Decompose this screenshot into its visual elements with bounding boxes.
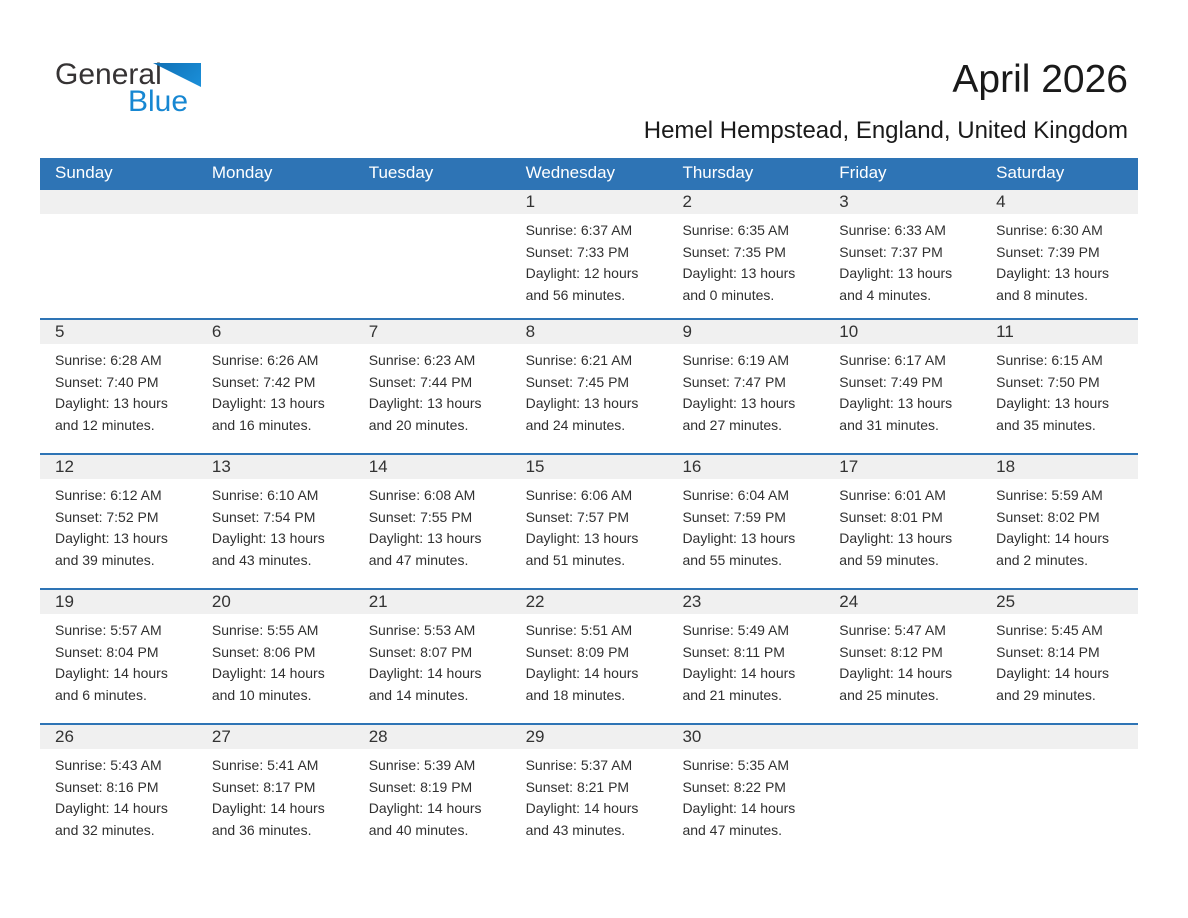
sunset-text: Sunset: 7:49 PM — [839, 373, 943, 390]
day-cell — [511, 320, 668, 453]
day-cell — [824, 320, 981, 453]
day-cell — [197, 320, 354, 453]
date-number: 1 — [511, 190, 668, 214]
daylight-text: Daylight: 14 hours and 43 minutes. — [525, 800, 639, 838]
day-info — [667, 344, 824, 436]
week-row — [40, 453, 1138, 588]
week-row — [40, 188, 1138, 318]
date-number: 29 — [511, 725, 668, 749]
day-info — [511, 344, 668, 436]
day-info — [197, 344, 354, 436]
daylight-text: Daylight: 14 hours and 10 minutes. — [211, 665, 325, 703]
day-info — [511, 214, 668, 306]
sunset-text: Sunset: 8:21 PM — [525, 778, 630, 795]
sunset-text: Sunset: 7:50 PM — [996, 373, 1100, 390]
day-cell — [40, 590, 197, 723]
daylight-text: Daylight: 13 hours and 24 minutes. — [525, 395, 639, 433]
date-number: 12 — [40, 455, 197, 479]
sunrise-text: Sunrise: 6:33 AM — [839, 222, 946, 238]
sunset-text: Sunset: 8:09 PM — [525, 643, 630, 660]
day-cell — [511, 455, 668, 588]
daylight-text: Daylight: 14 hours and 36 minutes. — [211, 800, 325, 838]
daylight-text: Daylight: 13 hours and 4 minutes. — [839, 265, 953, 303]
sunset-text: Sunset: 8:19 PM — [368, 778, 473, 795]
day-cell — [354, 725, 511, 858]
sunset-text: Sunset: 8:04 PM — [55, 643, 159, 660]
day-info — [667, 749, 824, 841]
date-number — [824, 725, 981, 749]
daylight-text: Daylight: 14 hours and 6 minutes. — [55, 665, 168, 703]
sunset-text: Sunset: 8:16 PM — [55, 778, 159, 795]
date-number: 26 — [40, 725, 197, 749]
daylight-text: Daylight: 13 hours and 55 minutes. — [682, 530, 796, 568]
date-number: 28 — [354, 725, 511, 749]
weekday-header-tuesday: Tuesday — [368, 163, 434, 182]
day-info — [354, 614, 511, 706]
day-info — [981, 214, 1138, 306]
date-number: 11 — [981, 320, 1138, 344]
day-cell — [824, 455, 981, 588]
weekday-header-sunday: Sunday — [55, 163, 113, 182]
daylight-text: Daylight: 14 hours and 40 minutes. — [368, 800, 482, 838]
date-number — [40, 190, 197, 214]
sunset-text: Sunset: 7:45 PM — [525, 373, 630, 390]
sunset-text: Sunset: 8:17 PM — [211, 778, 316, 795]
day-cell — [511, 725, 668, 858]
day-info — [197, 479, 354, 571]
day-info — [197, 749, 354, 841]
date-number: 30 — [667, 725, 824, 749]
sunset-text: Sunset: 8:02 PM — [996, 508, 1100, 525]
weekday-header-monday: Monday — [211, 163, 273, 182]
weekday-header-friday: Friday — [839, 163, 887, 182]
date-number: 4 — [981, 190, 1138, 214]
sunrise-text: Sunrise: 6:26 AM — [211, 352, 319, 368]
day-cell — [981, 455, 1138, 588]
sunrise-text: Sunrise: 6:35 AM — [682, 222, 790, 238]
date-number: 2 — [667, 190, 824, 214]
sunrise-text: Sunrise: 6:21 AM — [525, 352, 633, 368]
general-blue-logo — [55, 58, 235, 124]
sunrise-text: Sunrise: 6:06 AM — [525, 487, 633, 503]
sunrise-text: Sunrise: 6:08 AM — [368, 487, 476, 503]
day-info — [824, 749, 981, 755]
date-number: 23 — [667, 590, 824, 614]
date-number: 3 — [824, 190, 981, 214]
day-cell — [40, 320, 197, 453]
daylight-text: Daylight: 13 hours and 8 minutes. — [996, 265, 1109, 303]
calendar-table — [40, 158, 1138, 858]
date-number: 13 — [197, 455, 354, 479]
date-number: 7 — [354, 320, 511, 344]
date-number: 14 — [354, 455, 511, 479]
sunrise-text: Sunrise: 5:41 AM — [211, 757, 319, 773]
day-cell — [197, 455, 354, 588]
date-number: 19 — [40, 590, 197, 614]
sunrise-text: Sunrise: 6:10 AM — [211, 487, 319, 503]
week-row — [40, 723, 1138, 858]
sunset-text: Sunset: 8:07 PM — [368, 643, 473, 660]
daylight-text: Daylight: 14 hours and 18 minutes. — [525, 665, 639, 703]
sunrise-text: Sunrise: 6:15 AM — [996, 352, 1103, 368]
sunset-text: Sunset: 7:59 PM — [682, 508, 786, 525]
day-info — [824, 214, 981, 306]
day-info — [511, 749, 668, 841]
date-number: 8 — [511, 320, 668, 344]
day-info — [667, 479, 824, 571]
sunset-text: Sunset: 7:42 PM — [211, 373, 316, 390]
sunset-text: Sunset: 8:06 PM — [211, 643, 316, 660]
daylight-text: Daylight: 13 hours and 27 minutes. — [682, 395, 796, 433]
weekday-header-saturday: Saturday — [996, 163, 1065, 182]
sunrise-text: Sunrise: 5:45 AM — [996, 622, 1103, 638]
day-info — [981, 614, 1138, 706]
date-number: 16 — [667, 455, 824, 479]
sunset-text: Sunset: 7:37 PM — [839, 243, 943, 260]
sunrise-text: Sunrise: 5:43 AM — [55, 757, 162, 773]
month-title: April 2026 — [952, 58, 1128, 101]
day-info — [667, 614, 824, 706]
date-number — [354, 190, 511, 214]
date-number: 22 — [511, 590, 668, 614]
date-number: 17 — [824, 455, 981, 479]
day-info — [40, 614, 197, 706]
day-info — [981, 749, 1138, 755]
sunset-text: Sunset: 7:47 PM — [682, 373, 786, 390]
day-info — [981, 479, 1138, 571]
date-number: 25 — [981, 590, 1138, 614]
day-cell — [511, 190, 668, 318]
daylight-text: Daylight: 13 hours and 47 minutes. — [368, 530, 482, 568]
sunset-text: Sunset: 8:12 PM — [839, 643, 943, 660]
day-info — [824, 614, 981, 706]
day-info — [354, 749, 511, 841]
weekday-header-row — [40, 158, 1138, 188]
date-number: 18 — [981, 455, 1138, 479]
empty-day-cell — [40, 190, 197, 318]
day-cell — [667, 455, 824, 588]
week-row — [40, 318, 1138, 453]
sunrise-text: Sunrise: 6:23 AM — [368, 352, 476, 368]
day-info — [354, 479, 511, 571]
date-number — [197, 190, 354, 214]
daylight-text: Daylight: 13 hours and 59 minutes. — [839, 530, 953, 568]
day-cell — [40, 725, 197, 858]
day-info — [354, 344, 511, 436]
week-row — [40, 588, 1138, 723]
day-cell — [354, 455, 511, 588]
logo-general-text: General — [55, 58, 162, 91]
sunset-text: Sunset: 7:54 PM — [211, 508, 316, 525]
sunset-text: Sunset: 8:14 PM — [996, 643, 1100, 660]
daylight-text: Daylight: 14 hours and 25 minutes. — [839, 665, 953, 703]
daylight-text: Daylight: 14 hours and 14 minutes. — [368, 665, 482, 703]
sunrise-text: Sunrise: 5:49 AM — [682, 622, 790, 638]
daylight-text: Daylight: 13 hours and 43 minutes. — [211, 530, 325, 568]
day-cell — [667, 725, 824, 858]
sunset-text: Sunset: 7:40 PM — [55, 373, 159, 390]
sunrise-text: Sunrise: 6:37 AM — [525, 222, 633, 238]
sunrise-text: Sunrise: 5:47 AM — [839, 622, 946, 638]
daylight-text: Daylight: 12 hours and 56 minutes. — [525, 265, 639, 303]
location-subtitle: Hemel Hempstead, England, United Kingdom — [643, 117, 1128, 144]
day-info — [354, 214, 511, 220]
sunset-text: Sunset: 7:44 PM — [368, 373, 473, 390]
daylight-text: Daylight: 13 hours and 35 minutes. — [996, 395, 1109, 433]
daylight-text: Daylight: 13 hours and 0 minutes. — [682, 265, 796, 303]
weekday-header-thursday: Thursday — [682, 163, 754, 182]
day-info — [511, 479, 668, 571]
daylight-text: Daylight: 14 hours and 29 minutes. — [996, 665, 1109, 703]
daylight-text: Daylight: 14 hours and 2 minutes. — [996, 530, 1109, 568]
day-info — [197, 214, 354, 220]
daylight-text: Daylight: 14 hours and 47 minutes. — [682, 800, 796, 838]
day-info — [40, 344, 197, 436]
sunrise-text: Sunrise: 5:37 AM — [525, 757, 633, 773]
sunset-text: Sunset: 8:11 PM — [682, 643, 785, 660]
date-number — [981, 725, 1138, 749]
daylight-text: Daylight: 14 hours and 32 minutes. — [55, 800, 168, 838]
day-info — [824, 344, 981, 436]
sunrise-text: Sunrise: 5:55 AM — [211, 622, 319, 638]
sunrise-text: Sunrise: 6:12 AM — [55, 487, 162, 503]
weekday-header-wednesday: Wednesday — [525, 163, 616, 182]
sunrise-text: Sunrise: 6:28 AM — [55, 352, 162, 368]
sunrise-text: Sunrise: 6:01 AM — [839, 487, 946, 503]
daylight-text: Daylight: 13 hours and 20 minutes. — [368, 395, 482, 433]
date-number: 6 — [197, 320, 354, 344]
date-number: 15 — [511, 455, 668, 479]
sunrise-text: Sunrise: 5:53 AM — [368, 622, 476, 638]
sunrise-text: Sunrise: 5:39 AM — [368, 757, 476, 773]
empty-day-cell — [354, 190, 511, 318]
sunrise-text: Sunrise: 5:51 AM — [525, 622, 633, 638]
day-info — [40, 479, 197, 571]
sunrise-text: Sunrise: 5:35 AM — [682, 757, 790, 773]
sunset-text: Sunset: 7:52 PM — [55, 508, 159, 525]
daylight-text: Daylight: 13 hours and 31 minutes. — [839, 395, 953, 433]
day-cell — [824, 590, 981, 723]
day-info — [197, 614, 354, 706]
day-info — [981, 344, 1138, 436]
date-number: 20 — [197, 590, 354, 614]
day-info — [40, 214, 197, 220]
day-info — [40, 749, 197, 841]
day-info — [511, 614, 668, 706]
date-number: 21 — [354, 590, 511, 614]
sunset-text: Sunset: 7:39 PM — [996, 243, 1100, 260]
sunset-text: Sunset: 8:01 PM — [839, 508, 943, 525]
empty-day-cell — [824, 725, 981, 858]
day-cell — [824, 190, 981, 318]
daylight-text: Daylight: 13 hours and 39 minutes. — [55, 530, 168, 568]
date-number: 5 — [40, 320, 197, 344]
day-cell — [197, 725, 354, 858]
sunrise-text: Sunrise: 6:04 AM — [682, 487, 790, 503]
sunset-text: Sunset: 7:33 PM — [525, 243, 630, 260]
empty-day-cell — [197, 190, 354, 318]
daylight-text: Daylight: 13 hours and 51 minutes. — [525, 530, 639, 568]
day-cell — [40, 455, 197, 588]
logo-blue-text: Blue — [128, 85, 189, 118]
sunrise-text: Sunrise: 5:59 AM — [996, 487, 1103, 503]
day-cell — [667, 320, 824, 453]
day-cell — [981, 190, 1138, 318]
sunrise-text: Sunrise: 5:57 AM — [55, 622, 162, 638]
day-cell — [354, 590, 511, 723]
day-cell — [354, 320, 511, 453]
daylight-text: Daylight: 14 hours and 21 minutes. — [682, 665, 796, 703]
day-cell — [667, 590, 824, 723]
sunrise-text: Sunrise: 6:30 AM — [996, 222, 1103, 238]
date-number: 10 — [824, 320, 981, 344]
daylight-text: Daylight: 13 hours and 16 minutes. — [211, 395, 325, 433]
weeks-grid — [40, 188, 1138, 858]
date-number: 9 — [667, 320, 824, 344]
day-cell — [197, 590, 354, 723]
date-number: 27 — [197, 725, 354, 749]
sunset-text: Sunset: 7:35 PM — [682, 243, 786, 260]
date-number: 24 — [824, 590, 981, 614]
sunrise-text: Sunrise: 6:19 AM — [682, 352, 790, 368]
sunset-text: Sunset: 8:22 PM — [682, 778, 786, 795]
day-info — [824, 479, 981, 571]
day-info — [667, 214, 824, 306]
day-cell — [511, 590, 668, 723]
sunset-text: Sunset: 7:55 PM — [368, 508, 473, 525]
empty-day-cell — [981, 725, 1138, 858]
day-cell — [981, 590, 1138, 723]
daylight-text: Daylight: 13 hours and 12 minutes. — [55, 395, 168, 433]
sunset-text: Sunset: 7:57 PM — [525, 508, 630, 525]
day-cell — [667, 190, 824, 318]
sunrise-text: Sunrise: 6:17 AM — [839, 352, 946, 368]
day-cell — [981, 320, 1138, 453]
